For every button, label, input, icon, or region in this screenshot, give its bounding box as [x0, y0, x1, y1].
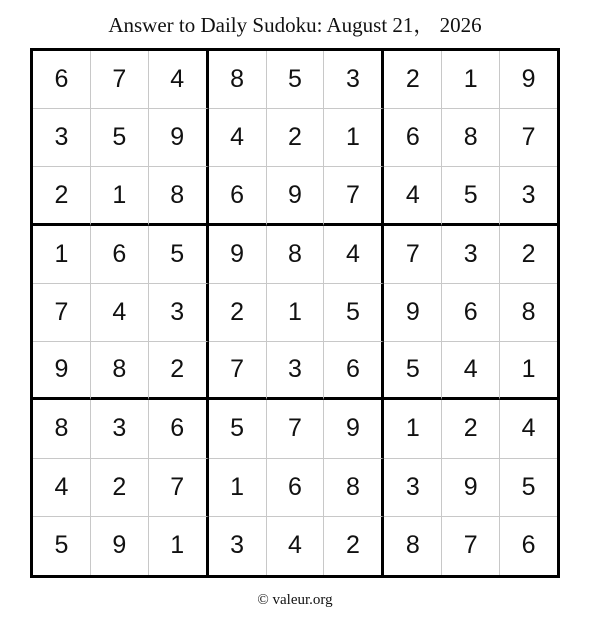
- grid-cell: 3: [209, 517, 267, 575]
- grid-cell: 9: [500, 51, 557, 109]
- grid-cell: 3: [267, 342, 325, 400]
- sudoku-board: [30, 48, 560, 578]
- grid-cell: 1: [500, 342, 557, 400]
- grid-row: [33, 167, 557, 225]
- page-title: Answer to Daily Sudoku: August 21， 2026: [108, 13, 482, 37]
- grid-cell: 9: [149, 109, 209, 167]
- grid-cell: 2: [500, 226, 557, 284]
- grid-cell: 4: [267, 517, 325, 575]
- grid-cell: 1: [149, 517, 209, 575]
- grid-cell: 1: [384, 400, 442, 458]
- grid-cell: 6: [324, 342, 384, 400]
- grid-cell: 1: [91, 167, 149, 225]
- grid-cell: 3: [500, 167, 557, 225]
- grid-cell: 8: [442, 109, 500, 167]
- grid-cell: 3: [149, 284, 209, 342]
- grid-cell: 7: [33, 284, 91, 342]
- grid-cell: 7: [324, 167, 384, 225]
- grid-cell: 7: [384, 226, 442, 284]
- grid-cell: 8: [149, 167, 209, 225]
- grid-cell: 9: [324, 400, 384, 458]
- grid-cell: 3: [33, 109, 91, 167]
- grid-cell: 9: [209, 226, 267, 284]
- grid-cell: 4: [33, 459, 91, 517]
- grid-cell: 1: [267, 284, 325, 342]
- grid-cell: 8: [209, 51, 267, 109]
- grid-cell: 4: [209, 109, 267, 167]
- grid-cell: 6: [209, 167, 267, 225]
- grid-cell: 3: [384, 459, 442, 517]
- grid-cell: 4: [500, 400, 557, 458]
- grid-cell: 8: [267, 226, 325, 284]
- grid-cell: 9: [91, 517, 149, 575]
- grid-cell: 3: [91, 400, 149, 458]
- grid-cell: 6: [384, 109, 442, 167]
- grid-row: [33, 400, 557, 458]
- grid-cell: 7: [267, 400, 325, 458]
- grid-cell: 8: [384, 517, 442, 575]
- grid-cell: 2: [91, 459, 149, 517]
- grid-cell: 4: [442, 342, 500, 400]
- grid-cell: 9: [442, 459, 500, 517]
- grid-cell: 6: [267, 459, 325, 517]
- grid-cell: 3: [442, 226, 500, 284]
- grid-cell: 9: [384, 284, 442, 342]
- grid-cell: 6: [149, 400, 209, 458]
- grid-cell: 2: [324, 517, 384, 575]
- grid-cell: 5: [267, 51, 325, 109]
- grid-cell: 6: [521, 531, 536, 560]
- grid-cell: 5: [209, 400, 267, 458]
- grid-cell: 8: [33, 400, 91, 458]
- grid-cell: 4: [384, 167, 442, 225]
- grid-cell: 5: [149, 226, 209, 284]
- grid-cell: 5: [324, 284, 384, 342]
- grid-cell: 6: [442, 284, 500, 342]
- grid-row: [33, 517, 557, 575]
- grid-cell: 2: [442, 400, 500, 458]
- grid-cell: 1: [33, 226, 91, 284]
- grid-cell: 9: [33, 342, 91, 400]
- grid-cell: 2: [384, 51, 442, 109]
- grid-cell: 4: [91, 284, 149, 342]
- grid-cell: 7: [442, 517, 500, 575]
- grid-cell: 1: [324, 109, 384, 167]
- grid-cell: 7: [209, 342, 267, 400]
- grid-cell: 5: [33, 517, 91, 575]
- grid-cell: 8: [324, 459, 384, 517]
- grid-cell: 2: [149, 342, 209, 400]
- grid-row: [33, 51, 557, 109]
- grid-cell: 7: [91, 51, 149, 109]
- grid-cell: 5: [500, 459, 557, 517]
- grid-cell: 8: [500, 284, 557, 342]
- grid-cell: 5: [384, 342, 442, 400]
- grid-row: [33, 109, 557, 167]
- grid-cell: 4: [324, 226, 384, 284]
- grid-row: [33, 284, 557, 342]
- grid-cell: 1: [442, 51, 500, 109]
- grid-cell: 8: [91, 342, 149, 400]
- grid-cell: 2: [33, 167, 91, 225]
- grid-cell: 5: [442, 167, 500, 225]
- grid-cell: 5: [91, 109, 149, 167]
- grid-cell: 6: [33, 51, 91, 109]
- grid-row: [33, 459, 557, 517]
- grid-cell: 9: [267, 167, 325, 225]
- grid-cell: 3: [324, 51, 384, 109]
- copyright-footer: © valeur.org: [257, 592, 333, 608]
- grid-cell: 4: [149, 51, 209, 109]
- grid-cell: 1: [209, 459, 267, 517]
- grid-row: [33, 226, 557, 284]
- grid-row: [33, 342, 557, 400]
- grid-cell: 2: [209, 284, 267, 342]
- grid-cell: 7: [500, 109, 557, 167]
- grid-cell: 2: [267, 109, 325, 167]
- grid-cell: 7: [149, 459, 209, 517]
- grid-cell: 6: [91, 226, 149, 284]
